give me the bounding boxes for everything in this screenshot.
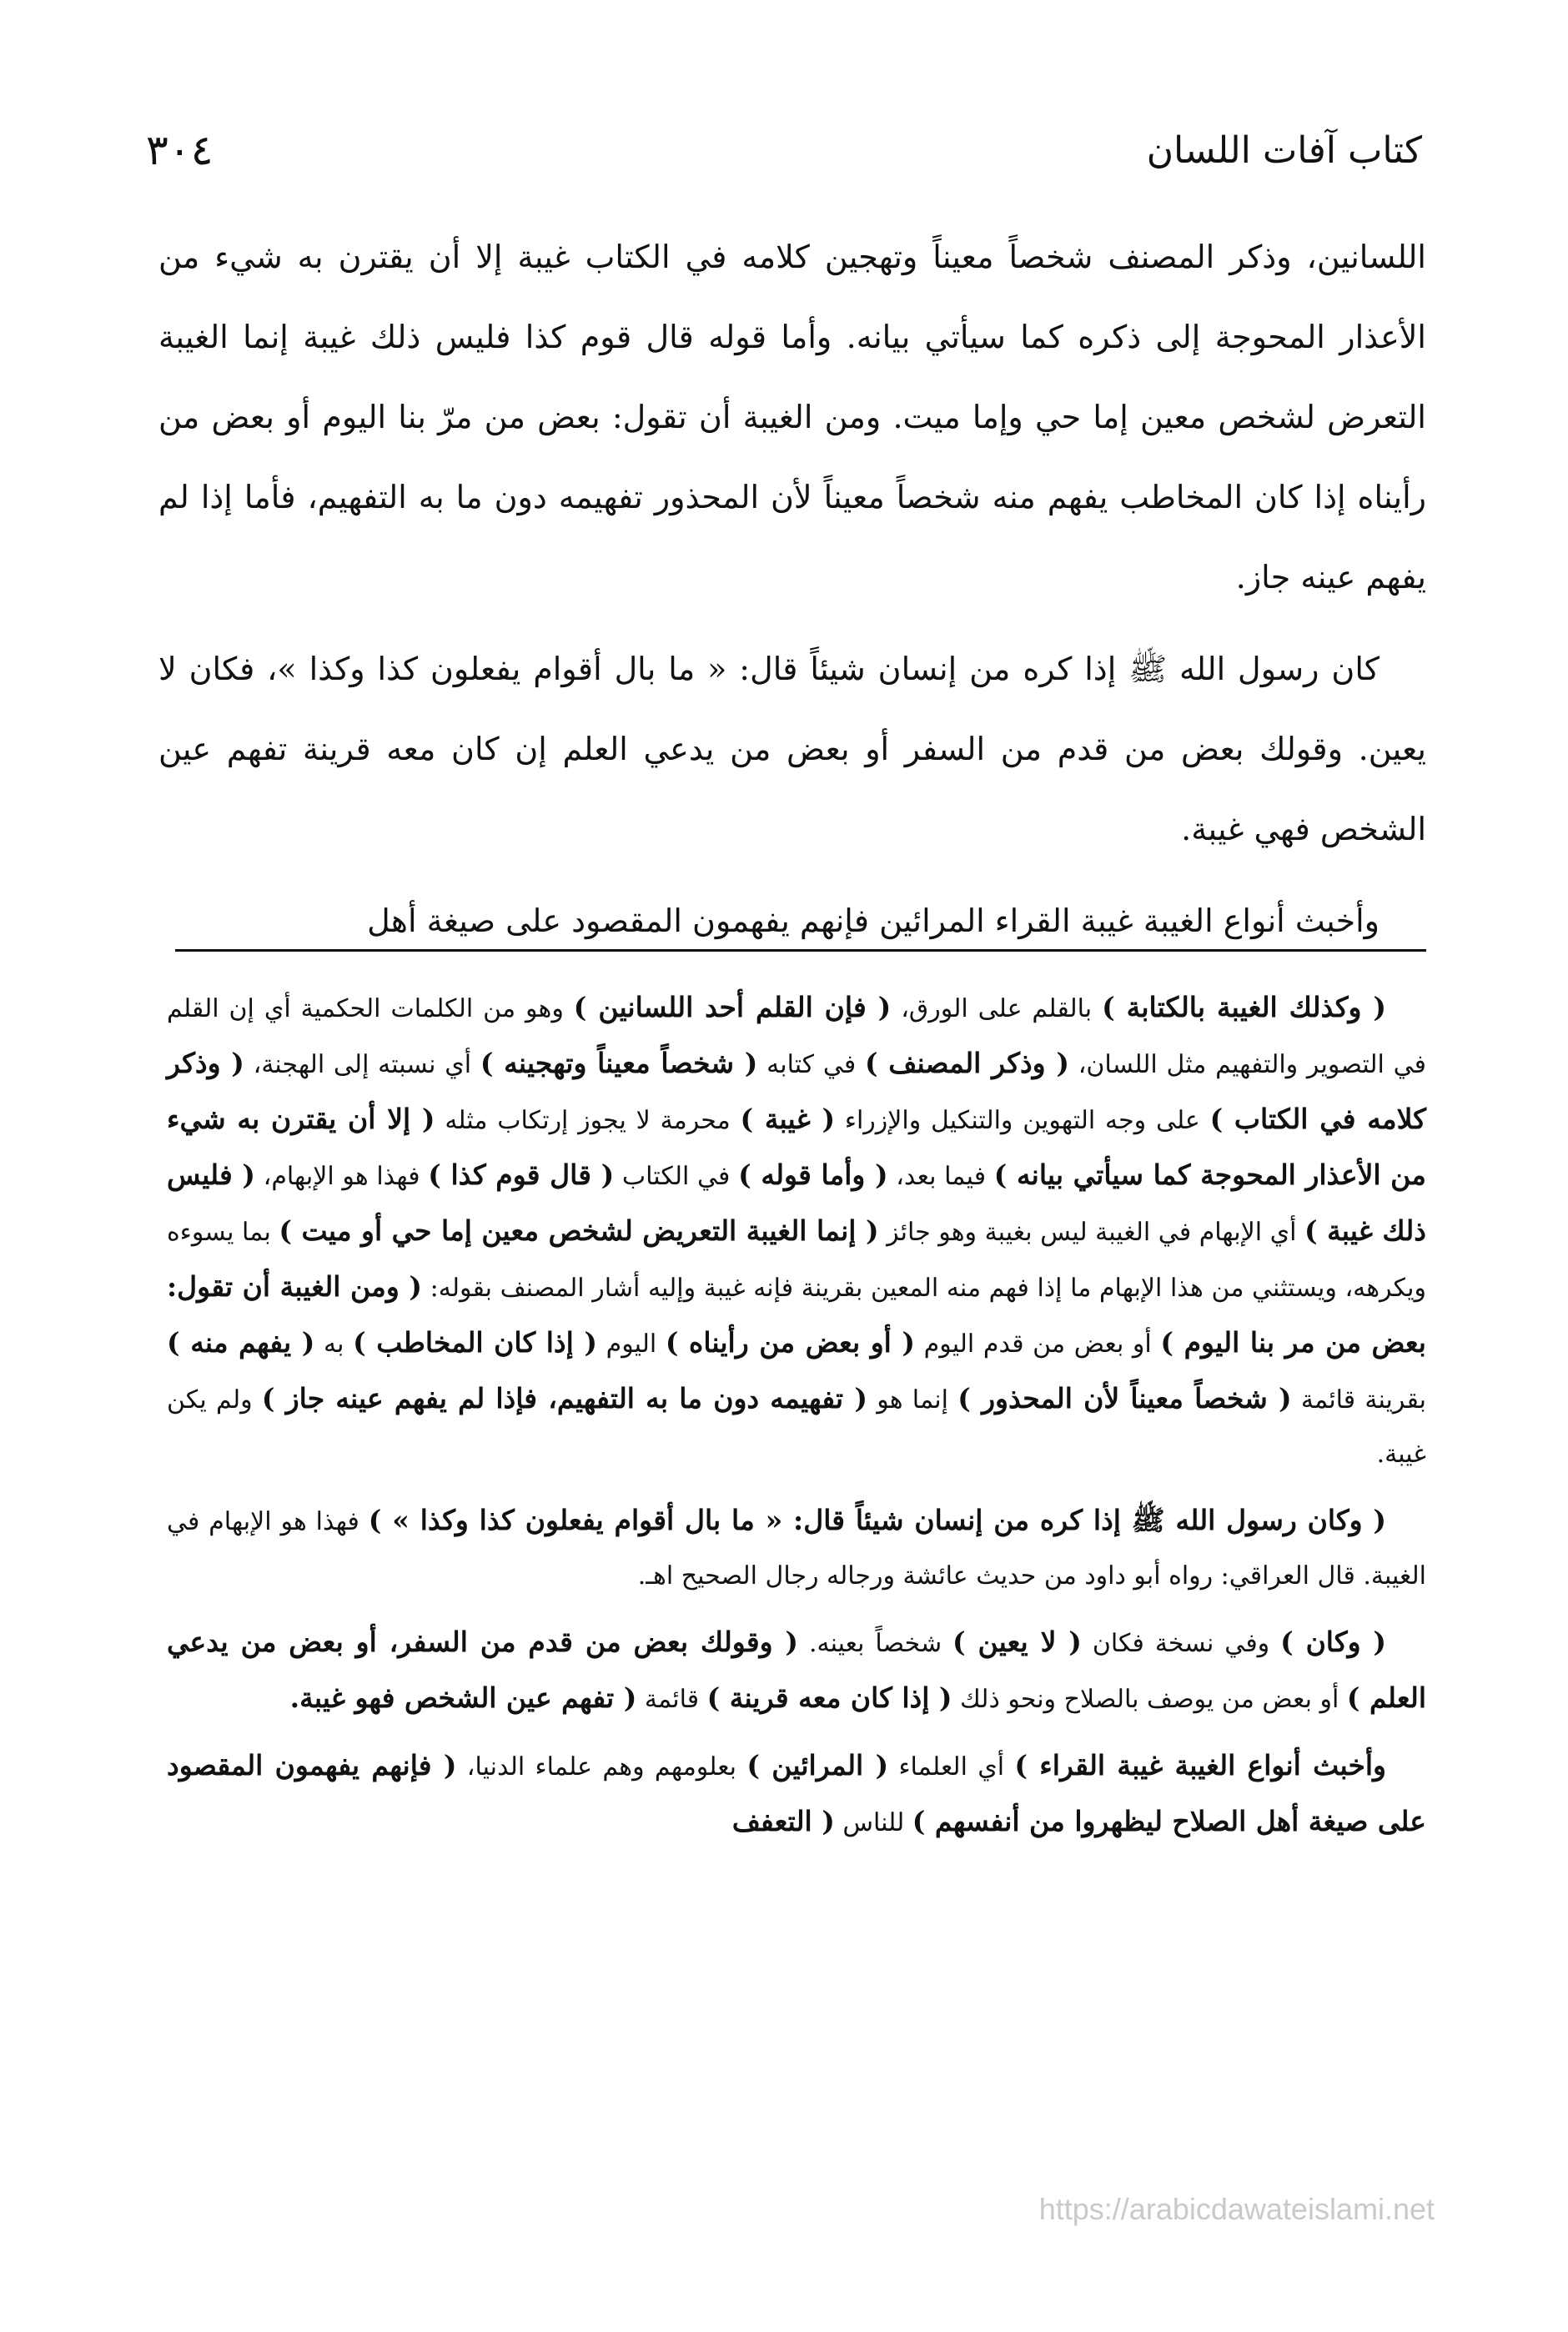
quoted-text: ( إذا كان المخاطب )	[353, 1326, 597, 1359]
gloss-text: في كتابه	[757, 1050, 865, 1079]
quoted-text: ( إنما الغيبة التعريض لشخص معين إما حي أو ميت )	[279, 1214, 879, 1247]
quoted-text: ( ومن الغيبة أن تقول: بعض من مر بنا اليوم )	[167, 1270, 1426, 1359]
gloss-text: فيما بعد،	[887, 1162, 994, 1191]
quoted-text: وأخبث أنواع الغيبة غيبة القراء )	[1014, 1749, 1386, 1782]
gloss-text: بالقلم على الورق،	[891, 994, 1103, 1023]
quoted-text: ( وذكر كلامه في الكتاب )	[167, 1047, 1426, 1135]
quoted-text: ( وقولك بعض من قدم من السفر، أو بعض من يدعي العلم )	[167, 1626, 1426, 1714]
gloss-text: أو بعض من قدم اليوم	[915, 1329, 1161, 1359]
gloss-text: قائمة	[636, 1685, 707, 1714]
gloss-text: فهذا هو الإبهام في الغيبة. قال العراقي: رواه أبو داود من حديث عائشة ورجاله رجال الصحيح اهـ.	[167, 1507, 1426, 1591]
quoted-text: ( أو بعض من رأيناه )	[665, 1326, 916, 1359]
quoted-text: ( فليس ذلك غيبة )	[167, 1158, 1426, 1247]
quoted-text: ( قال قوم كذا )	[428, 1158, 615, 1191]
running-title: كتاب آفات اللسان	[1146, 128, 1422, 172]
commentary-paragraph	[167, 1615, 1426, 1726]
gloss-text: اليوم	[596, 1329, 666, 1359]
gloss-text: على وجه التهوين والتنكيل والإزراء	[835, 1106, 1210, 1135]
quoted-text: ( وكان رسول الله ﷺ إذا كره من إنسان شيئاً قال: « ما بال أقوام يفعلون كذا وكذا » )	[368, 1504, 1387, 1536]
quoted-text: ( وكان )	[1280, 1626, 1386, 1658]
quoted-text: ( فإنهم يفهمون المقصود على صيغة أهل الصلاح ليظهروا من أنفسهم )	[167, 1749, 1426, 1837]
quoted-text: ( شخصاً معيناً لأن المحذور )	[957, 1382, 1292, 1415]
main-paragraph: وأخبث أنواع الغيبة غيبة القراء المرائين فإنهم يفهمون المقصود على صيغة أهل	[367, 902, 1380, 939]
quoted-text: ( المرائين )	[746, 1749, 889, 1782]
main-text	[158, 217, 1426, 973]
gloss-text: أي الإبهام في الغيبة ليس بغيبة وهو جائز	[878, 1218, 1304, 1247]
gloss-text: إنما هو	[867, 1385, 958, 1415]
commentary-paragraph	[167, 980, 1426, 1481]
quoted-text: ( شخصاً معيناً وتهجينه )	[480, 1047, 758, 1079]
commentary	[167, 980, 1426, 1862]
gloss-text: وهو من الكلمات الحكمية أي إن القلم في التصوير والتفهيم مثل اللسان،	[167, 994, 1426, 1079]
gloss-text: للناس	[834, 1808, 912, 1837]
quoted-text: ( غيبة )	[740, 1103, 836, 1135]
page-header	[146, 117, 1422, 183]
gloss-text: فهذا هو الإبهام،	[254, 1162, 429, 1191]
gloss-text: به	[314, 1329, 354, 1359]
quoted-text: ( وأما قوله )	[738, 1158, 888, 1191]
main-paragraph: كان رسول الله ﷺ إذا كره من إنسان شيئاً قال: « ما بال أقوام يفعلون كذا وكذا »، فكان لا يعين. وقولك بعض من قدم من السفر أو بعض من يدعي العلم إن كان معه قرينة تفهم عين الشخص فهي غيبة.	[158, 651, 1426, 847]
quoted-text: ( إذا كان معه قرينة )	[706, 1681, 952, 1714]
quoted-text: ( وذكر المصنف )	[864, 1047, 1069, 1079]
quoted-text: ( تفهيمه دون ما به التفهيم، فإذا لم يفهم عينه جاز )	[261, 1382, 867, 1415]
quoted-text: ( لا يعين )	[952, 1626, 1082, 1658]
gloss-text: بما يسوءه ويكرهه، ويستثني من هذا الإبهام ما إذا فهم منه المعين بقرينة فإنه غيبة وإليه أشار المصنف بقوله:	[167, 1218, 1427, 1303]
gloss-text: أو بعض من يوصف بالصلاح ونحو ذلك	[952, 1685, 1347, 1714]
quoted-text: ( يفهم منه )	[167, 1326, 315, 1359]
main-paragraph: اللسانين، وذكر المصنف شخصاً معيناً وتهجين كلامه في الكتاب غيبة إلا أن يقترن به شيء من الأعذار المحوجة إلى ذكره كما سيأتي بيانه. وأما قوله قال قوم كذا فليس ذلك غيبة إنما الغيبة التعرض لشخص معين إما حي وإما ميت. ومن الغيبة أن تقول: بعض من مرّ بنا اليوم أو بعض من رأيناه إذا كان المخاطب يفهم منه شخصاً معيناً لأن المحذور تفهيمه دون ما به التفهيم، فأما إذا لم يفهم عينه جاز.	[158, 239, 1426, 596]
quoted-text: ( إلا أن يقترن به شيء من الأعذار المحوجة كما سيأتي بيانه )	[167, 1103, 1426, 1191]
commentary-paragraph	[167, 1738, 1426, 1850]
gloss-text: شخصاً بعينه.	[798, 1629, 953, 1658]
gloss-text: ولم يكن غيبة.	[167, 1385, 1426, 1469]
gloss-text: أي نسبته إلى الهجنة،	[244, 1050, 480, 1079]
gloss-text: بعلومهم وهم علماء الدنيا،	[456, 1752, 747, 1782]
commentary-paragraph	[167, 1493, 1426, 1603]
gloss-text: أي العلماء	[888, 1752, 1015, 1782]
gloss-text: محرمة لا يجوز إرتكاب مثله	[435, 1106, 741, 1135]
quoted-text: ( فإن القلم أحد اللسانين )	[573, 991, 892, 1023]
page-number: ٣٠٤	[146, 126, 214, 174]
gloss-text: وفي نسخة فكان	[1081, 1629, 1281, 1658]
quoted-text: ( التعفف	[731, 1805, 835, 1837]
footnote-divider	[175, 949, 1426, 952]
gloss-text: بقرينة قائمة	[1291, 1385, 1426, 1415]
watermark-url: https://arabicdawateislami.net	[1038, 2192, 1435, 2226]
quoted-text: ( وكذلك الغيبة بالكتابة )	[1102, 991, 1386, 1023]
quoted-text: ( تفهم عين الشخص فهو غيبة.	[289, 1681, 637, 1714]
gloss-text: في الكتاب	[614, 1162, 739, 1191]
